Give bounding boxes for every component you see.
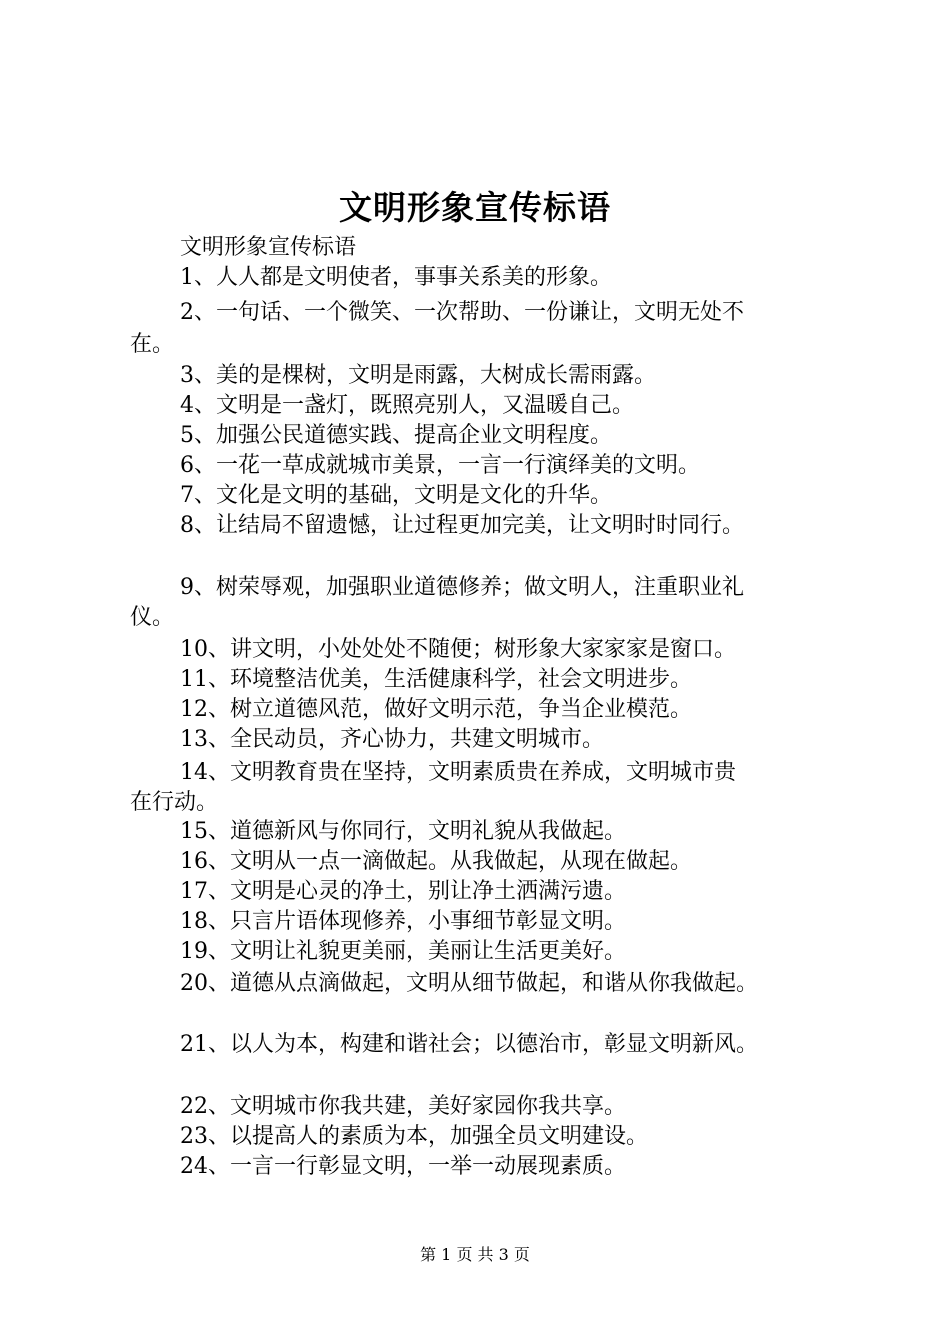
body-line: 23、以提高人的素质为本，加强全员文明建设。 xyxy=(180,1124,648,1149)
body-line: 6、一花一草成就城市美景，一言一行演绎美的文明。 xyxy=(180,453,700,478)
body-line: 8、让结局不留遗憾，让过程更加完美，让文明时时同行。 xyxy=(180,513,744,538)
body-line: 2、一句话、一个微笑、一次帮助、一份谦让，文明无处不 xyxy=(180,300,744,325)
body-line: 仪。 xyxy=(130,605,175,630)
body-line: 21、以人为本，构建和谐社会；以德治市，彰显文明新风。 xyxy=(180,1032,758,1057)
body-line: 7、文化是文明的基础，文明是文化的升华。 xyxy=(180,483,612,508)
body-line: 20、道德从点滴做起，文明从细节做起，和谐从你我做起。 xyxy=(180,971,758,996)
body-line: 13、全民动员，齐心协力，共建文明城市。 xyxy=(180,727,604,752)
body-line: 3、美的是棵树，文明是雨露，大树成长需雨露。 xyxy=(180,363,656,388)
body-line: 12、树立道德风范，做好文明示范，争当企业模范。 xyxy=(180,697,692,722)
body-line: 4、文明是一盏灯，既照亮别人，又温暖自己。 xyxy=(180,393,634,418)
body-line: 15、道德新风与你同行，文明礼貌从我做起。 xyxy=(180,819,626,844)
page-number: 第 1 页 共 3 页 xyxy=(420,1245,530,1264)
body-line: 在。 xyxy=(130,332,175,357)
body-line: 22、文明城市你我共建，美好家园你我共享。 xyxy=(180,1094,626,1119)
body-line: 24、一言一行彰显文明，一举一动展现素质。 xyxy=(180,1154,626,1179)
body-line: 18、只言片语体现修养，小事细节彰显文明。 xyxy=(180,909,626,934)
body-line: 1、人人都是文明使者，事事关系美的形象。 xyxy=(180,265,612,290)
body-line: 17、文明是心灵的净土，别让净土洒满污遗。 xyxy=(180,879,626,904)
body-line: 19、文明让礼貌更美丽，美丽让生活更美好。 xyxy=(180,939,626,964)
body-line: 在行动。 xyxy=(130,790,219,815)
body-line: 14、文明教育贵在坚持，文明素质贵在养成，文明城市贵 xyxy=(180,760,736,785)
body-line: 16、文明从一点一滴做起。从我做起，从现在做起。 xyxy=(180,849,692,874)
body-line: 文明形象宣传标语 xyxy=(180,235,357,260)
body-line: 5、加强公民道德实践、提高企业文明程度。 xyxy=(180,423,612,448)
body-line: 9、树荣辱观，加强职业道德修养；做文明人，注重职业礼 xyxy=(180,575,744,600)
body-line: 10、讲文明，小处处处不随便；树形象大家家家是窗口。 xyxy=(180,637,736,662)
document-title: 文明形象宣传标语 xyxy=(339,188,611,227)
body-line: 11、环境整洁优美，生活健康科学，社会文明进步。 xyxy=(180,667,692,692)
